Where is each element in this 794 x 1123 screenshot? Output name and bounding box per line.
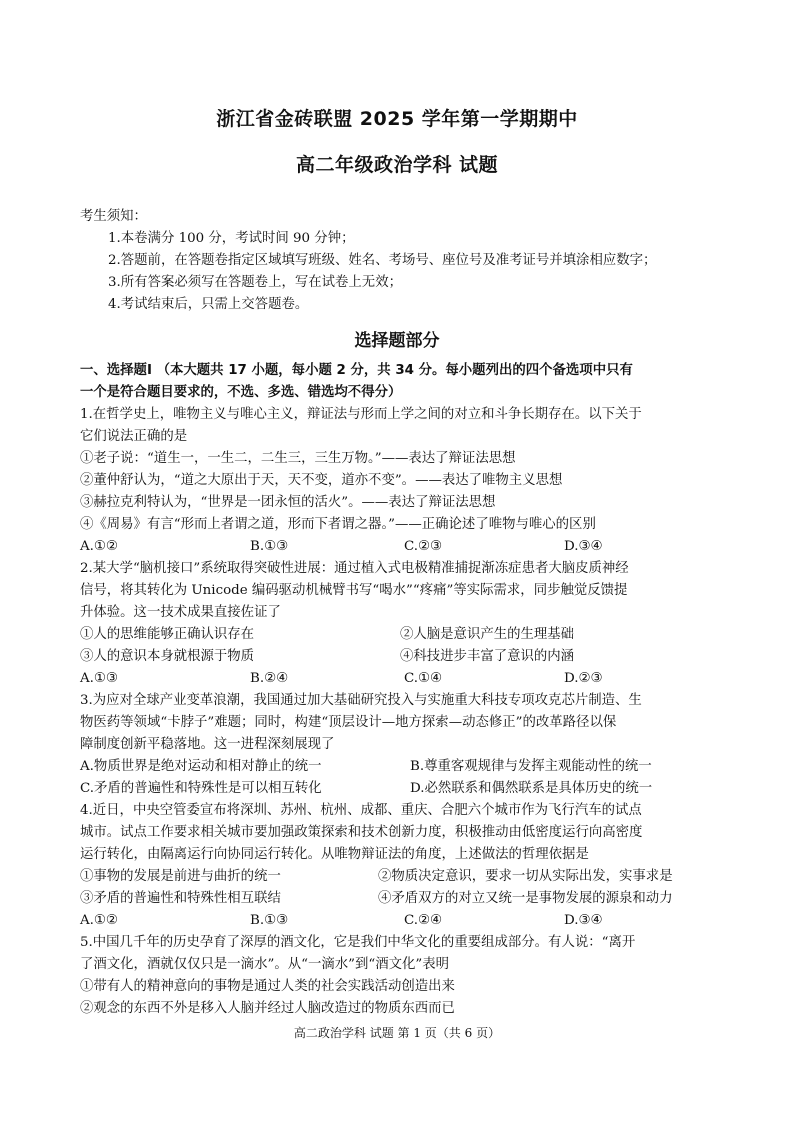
- q1-options: [80, 536, 720, 558]
- q4-option-a[interactable]: A.①②: [80, 913, 118, 928]
- q2-statements-row1: [80, 624, 720, 646]
- q2-stem: 2.某大学“脑机接口”系统取得突破性进展：通过植入式电极精准捕捉渐冻症患者大脑皮质神经: [80, 561, 629, 576]
- q2-option-d[interactable]: D.②③: [564, 671, 603, 686]
- exam-subtitle: 高二年级政治学科 试题: [295, 154, 499, 176]
- part-title: 选择题部分: [354, 331, 440, 351]
- q4-option-c[interactable]: C.②④: [404, 913, 443, 928]
- q2-option-a[interactable]: A.①③: [80, 671, 118, 686]
- q2-options: [80, 668, 720, 690]
- q2-statement: ④科技进步丰富了意识的内涵: [400, 649, 575, 664]
- section-heading-cont: 一个是符合题目要求的，不选、多选、错选均不得分）: [80, 385, 402, 400]
- q3-option-a[interactable]: A.物质世界是绝对运动和相对静止的统一: [80, 759, 322, 774]
- q2-stem: 信号，将其转化为 Unicode 编码驱动机械臂书写“喝水”“疼痛”等实际需求，同步触觉反馈提: [80, 583, 628, 598]
- q4-statement: ①事物的发展是前进与曲折的统一: [80, 869, 281, 884]
- q1-option-d[interactable]: D.③④: [564, 539, 603, 554]
- section-heading: 一、选择题Ⅰ （本大题共 17 小题，每小题 2 分，共 34 分。每小题列出的四个备选项中只有: [80, 363, 633, 378]
- q4-stem: 城市。试点工作要求相关城市要加强政策探索和技术创新力度，积极推动由低密度运行向高密度: [80, 825, 643, 840]
- q4-option-b[interactable]: B.①③: [250, 913, 289, 928]
- notice-item: 3.所有答案必须写在答题卷上，写在试卷上无效；: [108, 275, 402, 290]
- q2-option-b[interactable]: B.②④: [250, 671, 289, 686]
- q1-option-c[interactable]: C.②③: [404, 539, 443, 554]
- notice-heading: 考生须知：: [80, 209, 147, 224]
- q1-statement: ①老子说：“道生一，一生二，二生三，三生万物。”——表达了辩证法思想: [80, 451, 516, 466]
- q3-stem: 3.为应对全球产业变革浪潮，我国通过加大基础研究投入与实施重大科技专项攻克芯片制造、生: [80, 693, 642, 708]
- notice-item: 2.答题前，在答题卷指定区域填写班级、姓名、考场号、座位号及准考证号并填涂相应数字；: [108, 253, 657, 268]
- q4-statements-row1: [80, 866, 720, 888]
- q4-statement: ④矛盾双方的对立又统一是事物发展的源泉和动力: [378, 891, 673, 906]
- q4-stem: 4.近日，中央空管委宣布将深圳、苏州、杭州、成都、重庆、合肥六个城市作为飞行汽车的试点: [80, 803, 642, 818]
- q5-statement: ②观念的东西不外是移入人脑并经过人脑改造过的物质东西而已: [80, 1001, 455, 1016]
- q4-statements-row2: [80, 888, 720, 910]
- q1-stem: 1.在哲学史上，唯物主义与唯心主义，辩证法与形而上学之间的对立和斗争长期存在。以下关于: [80, 407, 642, 422]
- q3-options-row1: [80, 756, 720, 778]
- q3-stem: 障制度创新平稳落地。这一进程深刻展现了: [80, 737, 335, 752]
- q3-option-c[interactable]: C.矛盾的普遍性和特殊性是可以相互转化: [80, 781, 322, 796]
- q1-option-a[interactable]: A.①②: [80, 539, 118, 554]
- notice-item: 1.本卷满分 100 分，考试时间 90 分钟；: [108, 231, 355, 246]
- q2-statement: ②人脑是意识产生的生理基础: [400, 627, 575, 642]
- q4-stem: 运行转化，由隔离运行向协同运行转化。从唯物辩证法的角度，上述做法的哲理依据是: [80, 847, 589, 862]
- q3-options-row2: [80, 778, 720, 800]
- q5-stem: 5.中国几千年的历史孕育了深厚的酒文化，它是我们中华文化的重要组成部分。有人说：“离开: [80, 935, 636, 950]
- q4-options: [80, 910, 720, 932]
- q2-statement: ①人的思维能够正确认识存在: [80, 627, 255, 642]
- q4-statement: ②物质决定意识，要求一切从实际出发，实事求是: [378, 869, 673, 884]
- q1-option-b[interactable]: B.①③: [250, 539, 289, 554]
- q3-stem: 物医药等领域“卡脖子”难题；同时，构建“顶层设计—地方探索—动态修正”的改革路径以保: [80, 715, 617, 730]
- q2-statement: ③人的意识本身就根源于物质: [80, 649, 255, 664]
- q1-statement: ②董仲舒认为，“道之大原出于天，天不变，道亦不变”。——表达了唯物主义思想: [80, 473, 563, 488]
- notice-item: 4.考试结束后，只需上交答题卷。: [108, 297, 309, 312]
- q5-stem: 了酒文化，酒就仅仅只是一滴水”。从“一滴水”到“酒文化”表明: [80, 957, 449, 972]
- page-footer: 高二政治学科 试题 第 1 页（共 6 页）: [293, 1026, 501, 1040]
- q5-statement: ①带有人的精神意向的事物是通过人类的社会实践活动创造出来: [80, 979, 455, 994]
- q2-statements-row2: [80, 646, 720, 668]
- q4-statement: ③矛盾的普遍性和特殊性相互联结: [80, 891, 281, 906]
- q1-stem: 它们说法正确的是: [80, 429, 188, 444]
- q3-option-b[interactable]: B.尊重客观规律与发挥主观能动性的统一: [410, 759, 652, 774]
- q1-statement: ③赫拉克利特认为，“世界是一团永恒的活火”。——表达了辩证法思想: [80, 495, 496, 510]
- q2-option-c[interactable]: C.①④: [404, 671, 443, 686]
- q2-stem: 升体验。这一技术成果直接佐证了: [80, 605, 281, 620]
- q4-option-d[interactable]: D.③④: [564, 913, 603, 928]
- exam-title: 浙江省金砖联盟 2025 学年第一学期期中: [216, 108, 578, 130]
- q1-statement: ④《周易》有言“形而上者谓之道，形而下者谓之器。”——正确论述了唯物与唯心的区别: [80, 517, 596, 532]
- q3-option-d[interactable]: D.必然联系和偶然联系是具体历史的统一: [410, 781, 653, 796]
